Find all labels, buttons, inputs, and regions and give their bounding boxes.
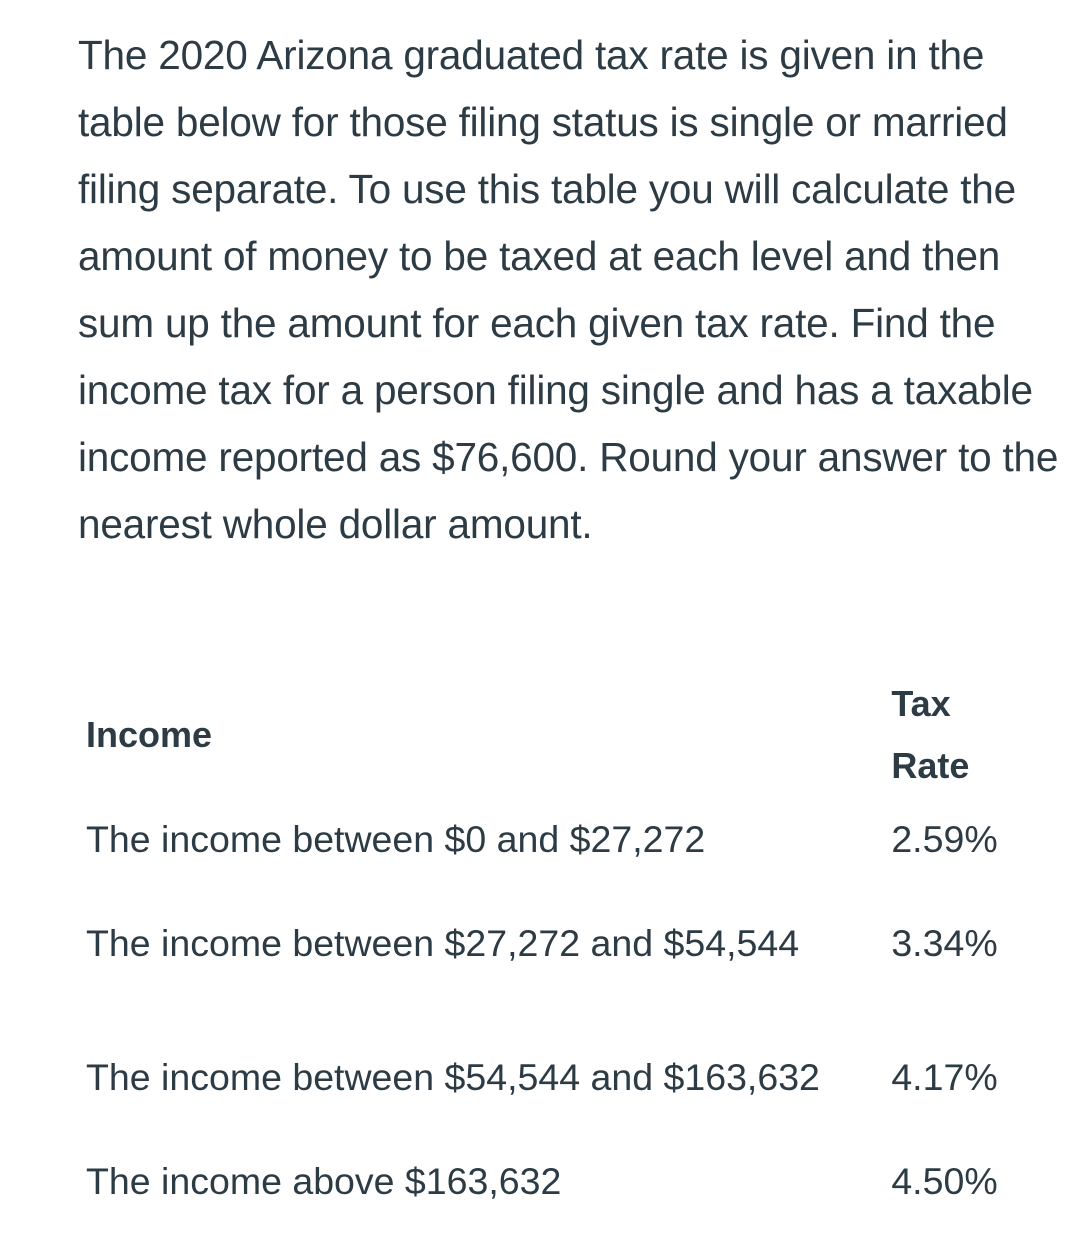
income-column-header: Income bbox=[86, 714, 213, 755]
tax-rate-header-line2: Rate bbox=[891, 745, 970, 786]
table-header-row bbox=[78, 668, 1028, 802]
table-row bbox=[78, 876, 1028, 1010]
tax-rate-table bbox=[78, 668, 1028, 1218]
tax-rate-column-header bbox=[891, 668, 1028, 802]
tax-rate-cell: 4.50% bbox=[891, 1160, 998, 1202]
question-text: The 2020 Arizona graduated tax rate is given in the table below for those filing status is single or married filing separate. To use this table you will calculate the amount of money to be taxed at each level and then sum up the amount for each given tax rate. Find the income tax for a person filing single and has a taxable income reported as $76,600. Round your answer to the nearest whole dollar amount. bbox=[78, 32, 1059, 547]
table-row bbox=[78, 802, 1028, 876]
tax-rate-cell: 2.59% bbox=[891, 818, 998, 860]
table-row bbox=[78, 1144, 1028, 1218]
income-range-cell: The income above $163,632 bbox=[86, 1160, 562, 1202]
tax-rate-cell: 4.17% bbox=[891, 1056, 998, 1098]
income-range-cell: The income between $0 and $27,272 bbox=[86, 818, 706, 860]
tax-rate-header-line1: Tax bbox=[891, 683, 951, 724]
table-row bbox=[78, 1010, 1028, 1144]
income-range-cell: The income between $54,544 and $163,632 bbox=[86, 1056, 820, 1098]
tax-rate-cell: 3.34% bbox=[891, 922, 998, 964]
income-range-cell: The income between $27,272 and $54,544 bbox=[86, 922, 800, 964]
